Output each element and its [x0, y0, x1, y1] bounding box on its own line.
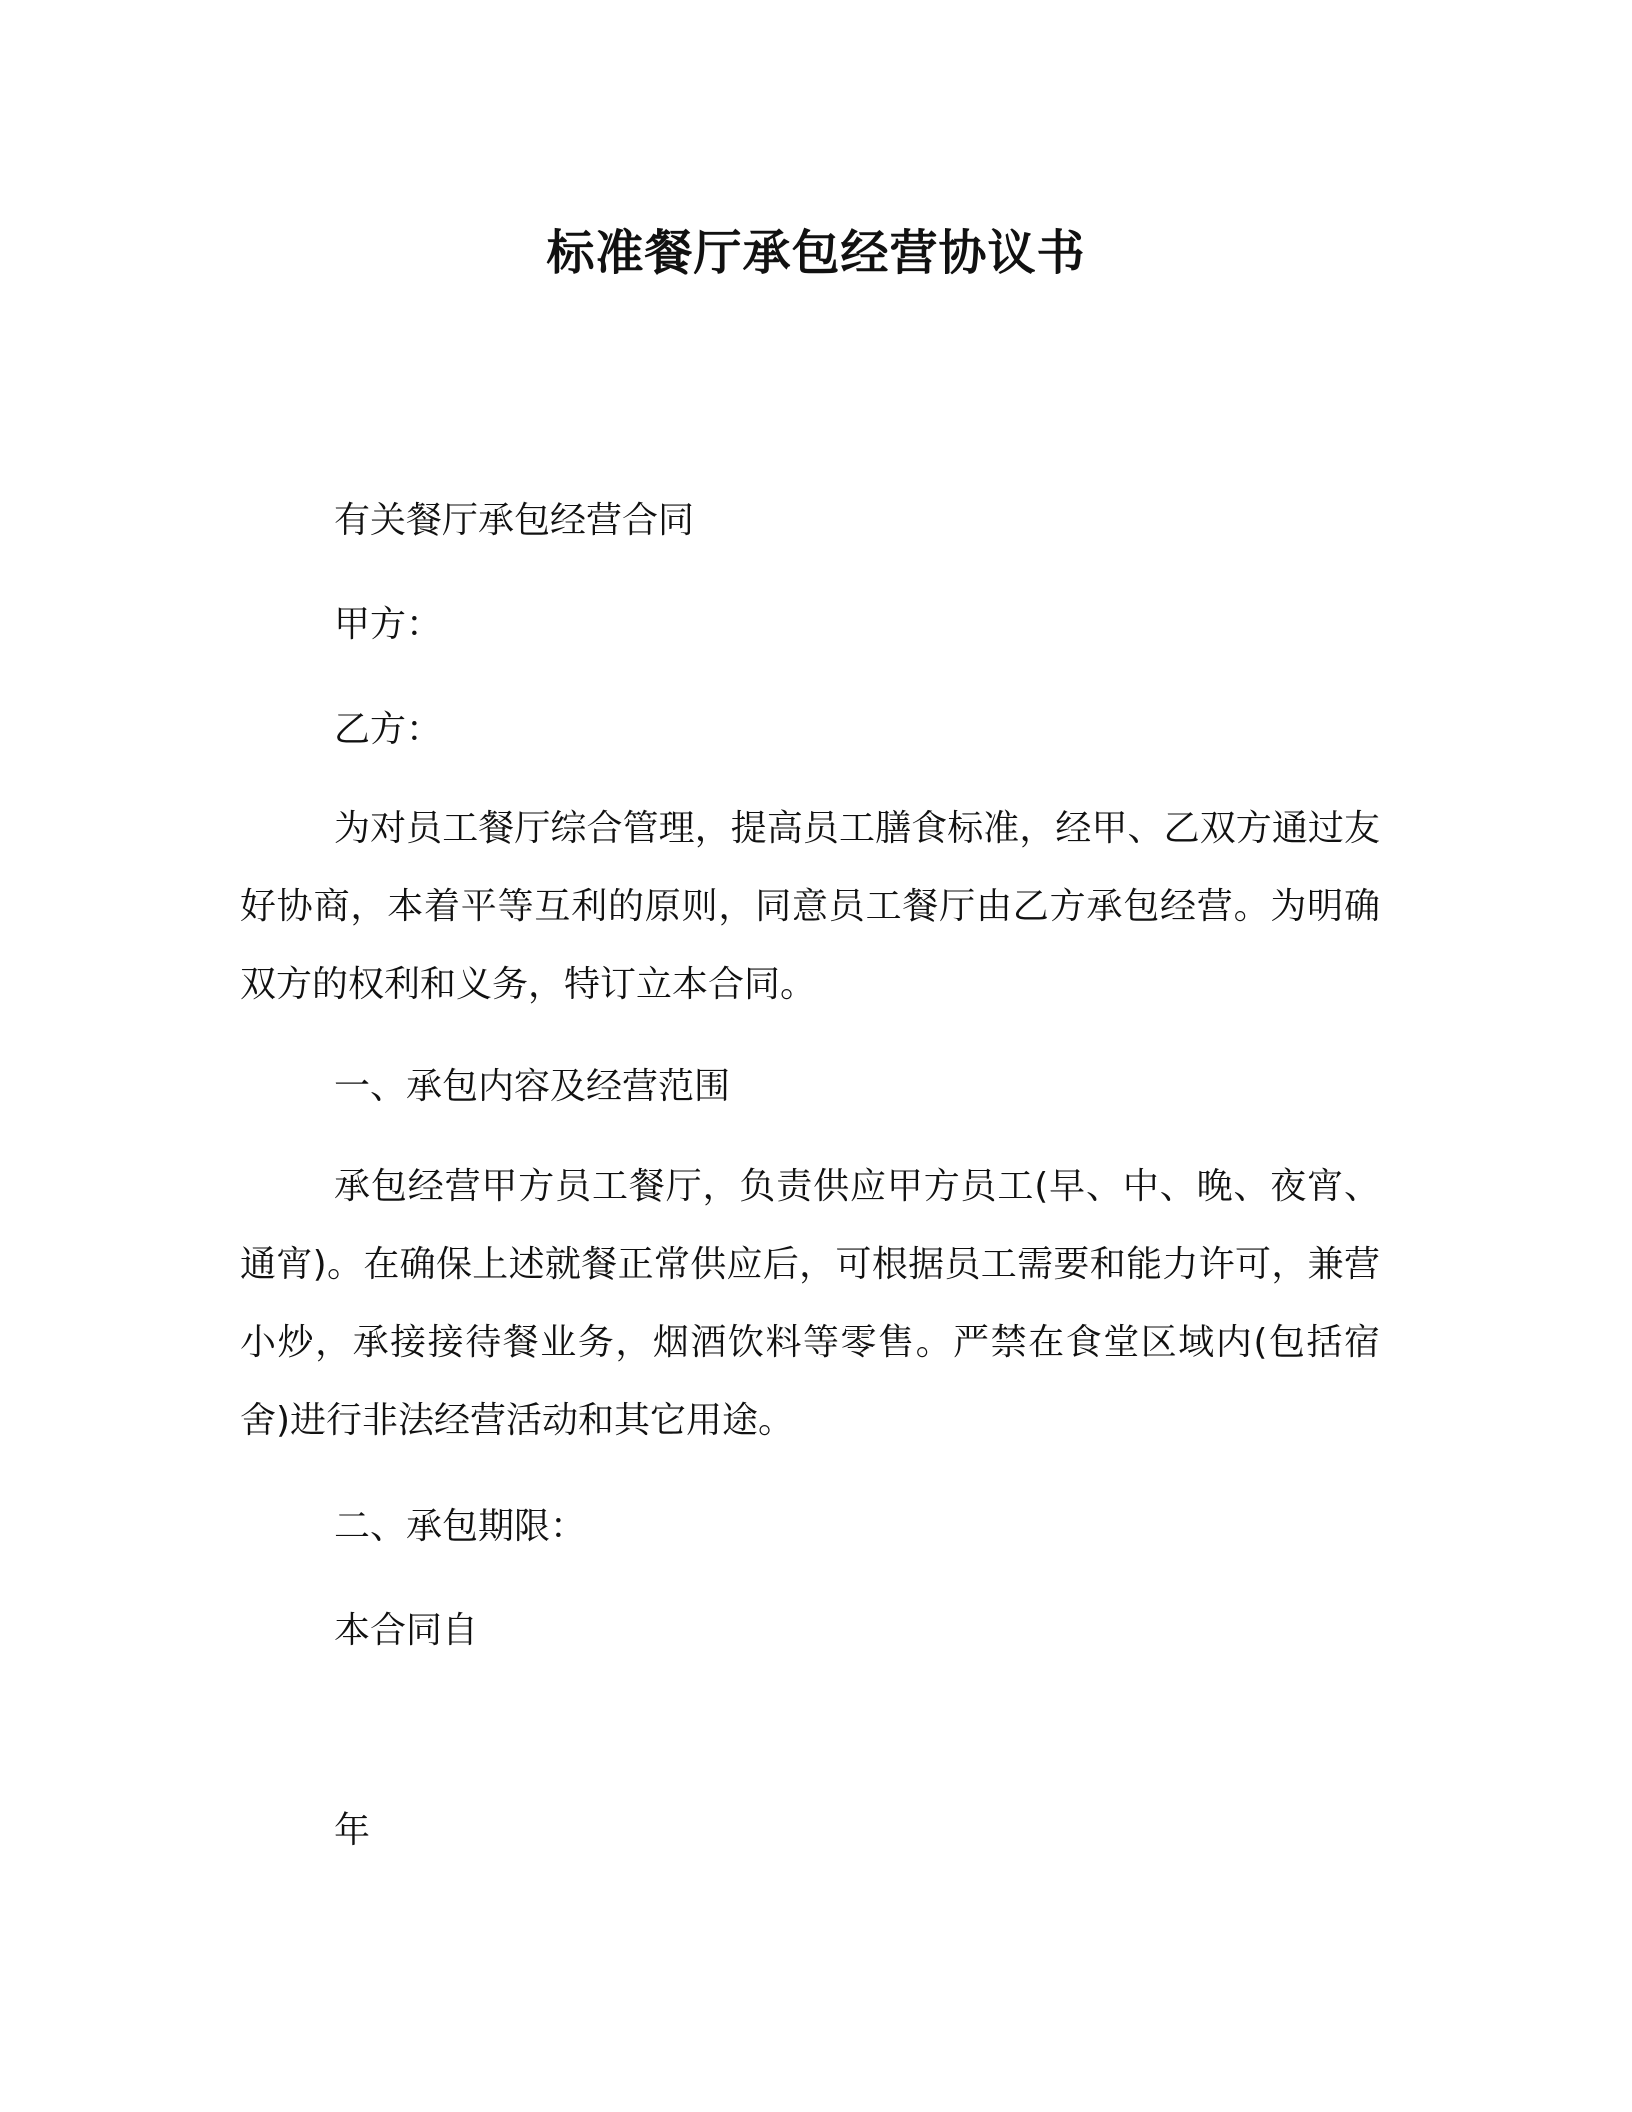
- party-a-label: 甲方：: [334, 604, 443, 645]
- party-b-label: 乙方：: [334, 709, 443, 750]
- section-2-heading: 二、承包期限：: [334, 1506, 587, 1547]
- intro-paragraph: 为对员工餐厅综合管理，提高员工膳食标准，经甲、乙双方通过友好协商，本着平等互利的原则，同意员工餐厅由乙方承包经营。为明确双方的权利和义务，特订立本合同。: [240, 808, 1380, 1005]
- document-title: 标准餐厅承包经营协议书: [546, 225, 1086, 281]
- year-label: 年: [334, 1810, 371, 1851]
- section-1-heading: 一、承包内容及经营范围: [334, 1066, 731, 1107]
- contract-subtitle: 有关餐厅承包经营合同: [334, 500, 695, 541]
- section-2-body: 本合同自: [334, 1610, 479, 1651]
- section-1-body: 承包经营甲方员工餐厅，负责供应甲方员工(早、中、晚、夜宵、通宵)。在确保上述就餐正常供应后，可根据员工需要和能力许可，兼营小炒，承接接待餐业务，烟酒饮料等零售。严禁在食堂区域内(包括宿舍)进行非法经营活动和其它用途。: [240, 1166, 1380, 1441]
